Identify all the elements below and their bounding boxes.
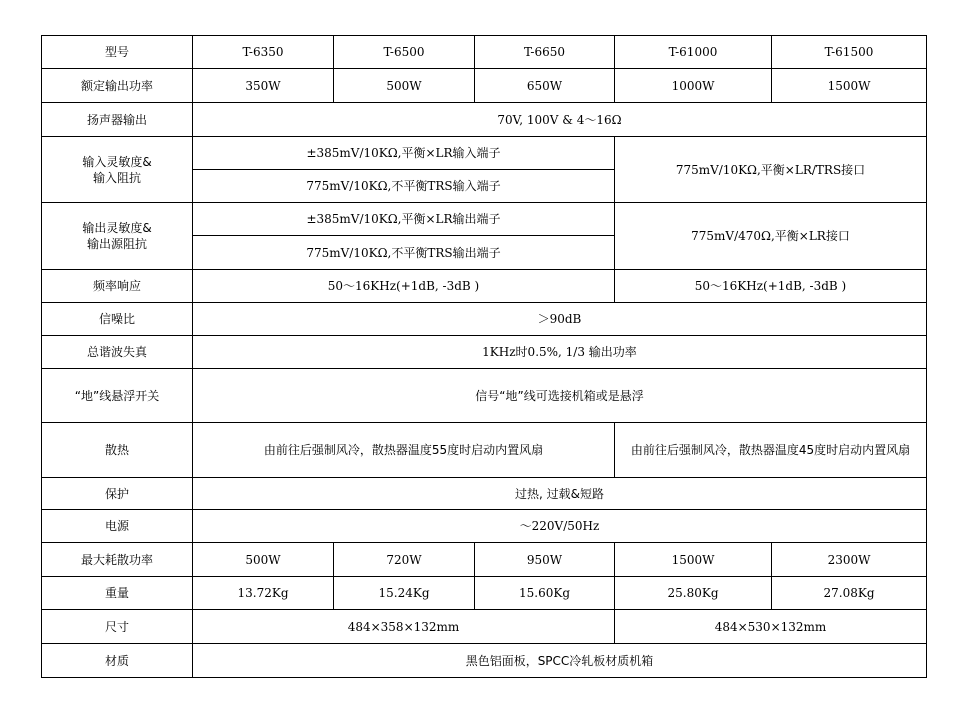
input-label-line1: 输入灵敏度&	[82, 154, 152, 169]
speaker-output-value: 70V, 100V & 4～16Ω	[193, 103, 927, 137]
table-row-frequency-response	[42, 270, 927, 303]
frequency-right-value: 50～16KHz(+1dB, -3dB )	[615, 270, 927, 303]
table-row-size	[42, 610, 927, 644]
input-unbalanced-value: 775mV/10KΩ,不平衡TRS输入端子	[193, 170, 615, 203]
table-row-ground-switch	[42, 369, 927, 423]
row-label-protection: 保护	[42, 478, 193, 510]
input-balanced-value: ±385mV/10KΩ,平衡×LR输入端子	[193, 137, 615, 170]
dissipation-cell: 2300W	[772, 543, 927, 577]
row-label-material: 材质	[42, 644, 193, 678]
table-row-rated-power	[42, 69, 927, 103]
input-label-line2: 输入阻抗	[92, 170, 141, 185]
dissipation-cell: 720W	[334, 543, 475, 577]
spec-table	[41, 35, 927, 678]
row-label-cooling: 散热	[42, 423, 193, 478]
model-cell: T-61500	[772, 36, 927, 69]
table-row-weight	[42, 577, 927, 610]
rated-power-cell: 500W	[334, 69, 475, 103]
table-row-input-sensitivity	[42, 137, 927, 170]
weight-cell: 27.08Kg	[772, 577, 927, 610]
weight-cell: 13.72Kg	[193, 577, 334, 610]
row-label-thd: 总谐波失真	[42, 336, 193, 369]
output-balanced-value: ±385mV/10KΩ,平衡×LR输出端子	[193, 203, 615, 236]
output-label-line2: 输出源阻抗	[86, 237, 147, 251]
table-row-output-sensitivity	[42, 203, 927, 236]
row-label-rated-power: 额定输出功率	[42, 69, 193, 103]
output-unbalanced-value: 775mV/10KΩ,不平衡TRS输出端子	[193, 236, 615, 270]
material-value: 黑色铝面板，SPCC冷轧板材质机箱	[193, 644, 927, 678]
dissipation-cell: 1500W	[615, 543, 772, 577]
input-right-value: 775mV/10KΩ,平衡×LR/TRS接口	[615, 137, 927, 203]
rated-power-cell: 1000W	[615, 69, 772, 103]
model-cell: T-6350	[193, 36, 334, 69]
protection-value: 过热, 过载&短路	[193, 478, 927, 510]
rated-power-cell: 650W	[475, 69, 615, 103]
dissipation-cell: 500W	[193, 543, 334, 577]
table-row-thd	[42, 336, 927, 369]
model-cell: T-61000	[615, 36, 772, 69]
weight-cell: 25.80Kg	[615, 577, 772, 610]
model-cell: T-6500	[334, 36, 475, 69]
row-label-input-sensitivity	[42, 137, 193, 203]
table-row-material	[42, 644, 927, 678]
row-label-weight: 重量	[42, 577, 193, 610]
rated-power-cell: 1500W	[772, 69, 927, 103]
output-right-value: 775mV/470Ω,平衡×LR接口	[615, 203, 927, 270]
power-supply-value: ～220V/50Hz	[193, 510, 927, 543]
table-row-power-supply	[42, 510, 927, 543]
frequency-left-value: 50～16KHz(+1dB, -3dB )	[193, 270, 615, 303]
dissipation-cell: 950W	[475, 543, 615, 577]
output-label-line1: 输出灵敏度&	[82, 221, 152, 235]
cooling-left-value: 由前往后强制风冷，散热器温度55度时启动内置风扇	[193, 423, 615, 478]
snr-value: ＞90dB	[193, 303, 927, 336]
table-row-speaker-output	[42, 103, 927, 137]
cooling-right-value: 由前往后强制风冷，散热器温度45度时启动内置风扇	[615, 423, 927, 478]
table-row-cooling	[42, 423, 927, 478]
size-right-value: 484×530×132mm	[615, 610, 927, 644]
row-label-power-supply: 电源	[42, 510, 193, 543]
row-label-output-sensitivity	[42, 203, 193, 270]
rated-power-cell: 350W	[193, 69, 334, 103]
thd-value: 1KHz时0.5%, 1/3 输出功率	[193, 336, 927, 369]
row-label-frequency-response: 频率响应	[42, 270, 193, 303]
row-label-max-dissipation: 最大耗散功率	[42, 543, 193, 577]
weight-cell: 15.60Kg	[475, 577, 615, 610]
row-label-speaker-output: 扬声器输出	[42, 103, 193, 137]
row-label-snr: 信噪比	[42, 303, 193, 336]
row-label-ground-switch: “地”线悬浮开关	[42, 369, 193, 423]
table-row-max-dissipation	[42, 543, 927, 577]
table-row-protection	[42, 478, 927, 510]
model-cell: T-6650	[475, 36, 615, 69]
weight-cell: 15.24Kg	[334, 577, 475, 610]
row-label-size: 尺寸	[42, 610, 193, 644]
ground-switch-value: 信号“地”线可选接机箱或是悬浮	[193, 369, 927, 423]
table-row-snr	[42, 303, 927, 336]
row-label-model: 型号	[42, 36, 193, 69]
size-left-value: 484×358×132mm	[193, 610, 615, 644]
table-row-model	[42, 36, 927, 69]
